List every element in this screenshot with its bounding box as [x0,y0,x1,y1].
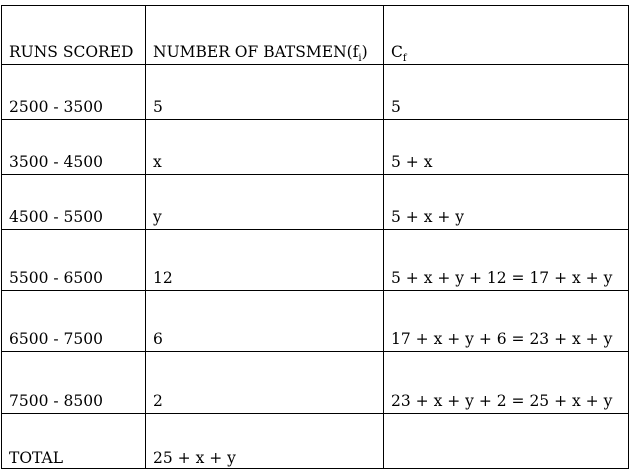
header-cf-subscript: f [402,53,407,64]
cell-cf: 5 + x + y + 12 = 17 + x + y [384,230,629,291]
cell-runs: 6500 - 7500 [2,291,146,352]
header-batsmen-subscript: i [358,53,362,64]
table-total-row [2,414,629,469]
table-header-row [2,6,629,65]
cell-total-batsmen: 25 + x + y [146,414,384,469]
cell-cf: 5 [384,65,629,120]
table-row [2,175,629,230]
cell-runs: 5500 - 6500 [2,230,146,291]
cell-cf: 17 + x + y + 6 = 23 + x + y [384,291,629,352]
header-batsmen-label: NUMBER OF BATSMEN(f [153,43,359,61]
header-runs-scored: RUNS SCORED [2,6,146,65]
cell-batsmen: 12 [146,230,384,291]
header-batsmen-close: ) [361,43,368,61]
cell-batsmen: 6 [146,291,384,352]
header-number-of-batsmen [146,6,384,65]
cell-batsmen: 5 [146,65,384,120]
cell-total-label: TOTAL [2,414,146,469]
cell-runs: 2500 - 3500 [2,65,146,120]
frequency-table [1,5,629,469]
cell-batsmen: x [146,120,384,175]
table-row [2,120,629,175]
header-cf-label: C [391,43,403,61]
header-cumulative-frequency [384,6,629,65]
cell-runs: 3500 - 4500 [2,120,146,175]
cell-batsmen: 2 [146,352,384,414]
cell-runs: 4500 - 5500 [2,175,146,230]
table-row [2,230,629,291]
table-row [2,291,629,352]
cell-cf: 5 + x [384,120,629,175]
table-row [2,65,629,120]
cell-runs: 7500 - 8500 [2,352,146,414]
cell-batsmen: y [146,175,384,230]
cell-total-cf [384,414,629,469]
cell-cf: 5 + x + y [384,175,629,230]
table-row [2,352,629,414]
cell-cf: 23 + x + y + 2 = 25 + x + y [384,352,629,414]
